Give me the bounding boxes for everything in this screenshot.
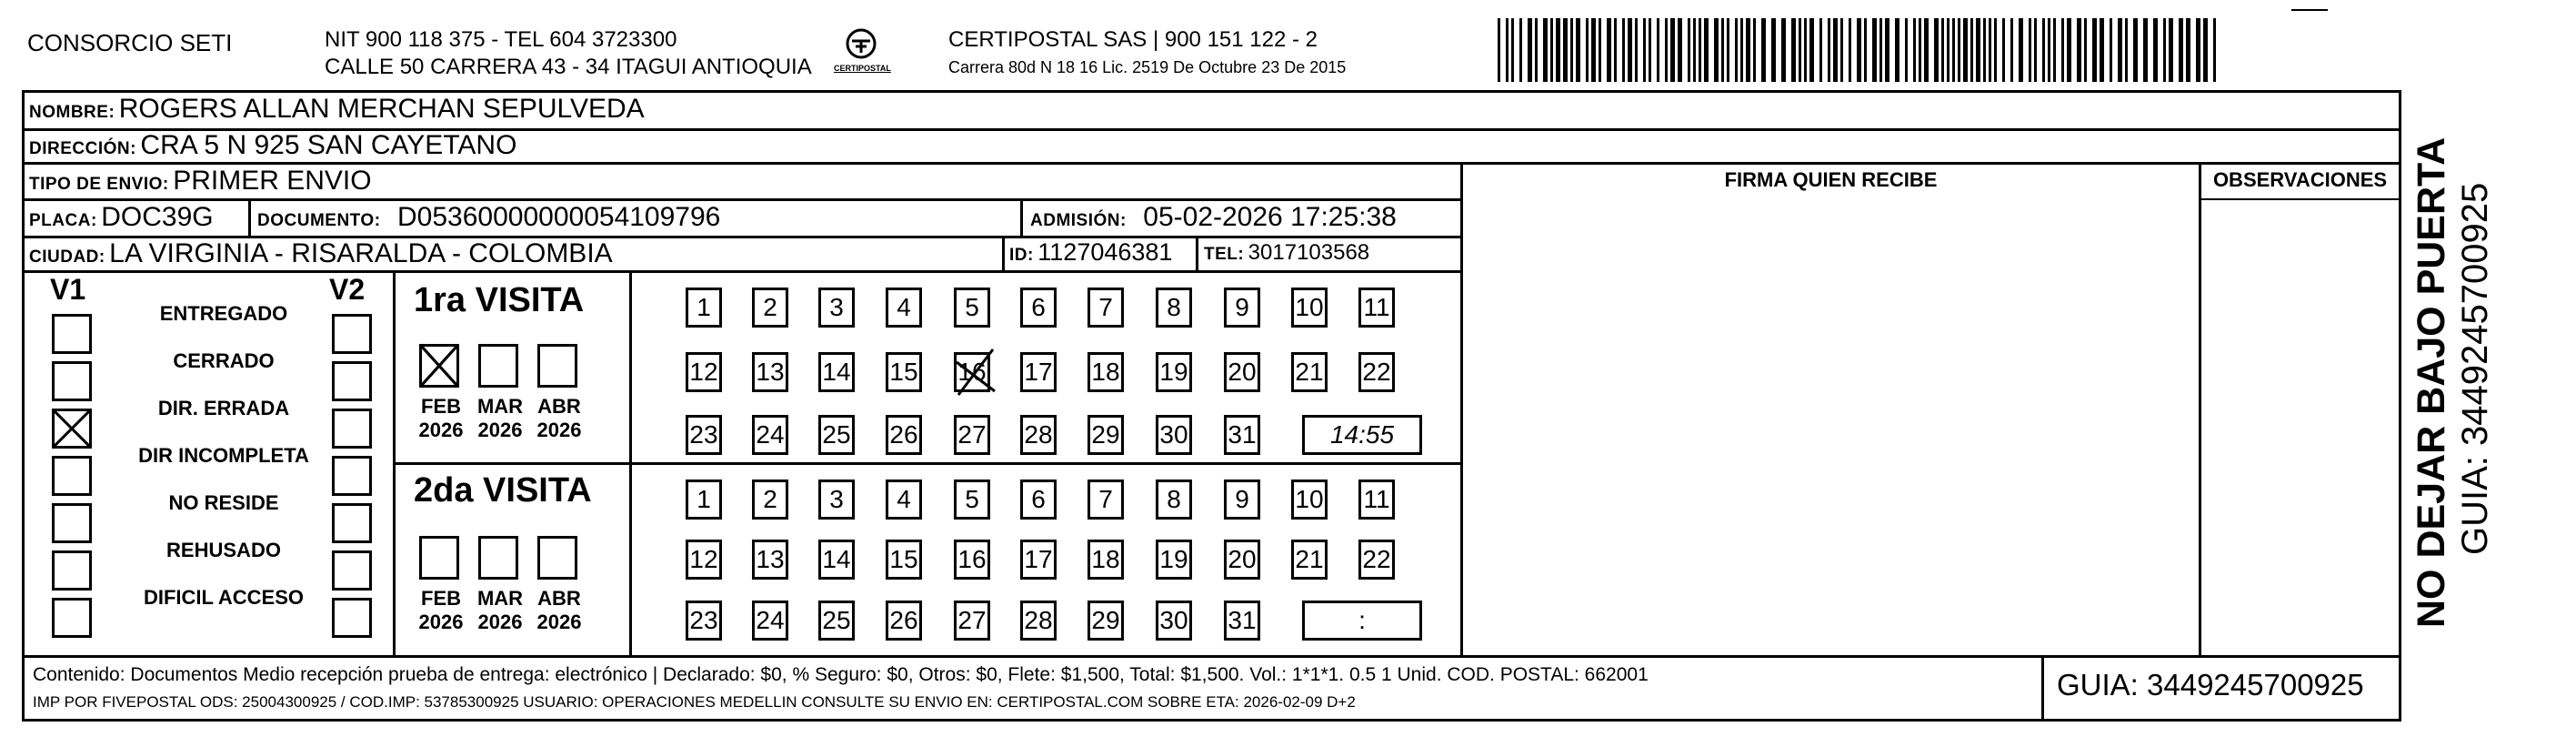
barcode-bar [1498, 18, 1500, 82]
visit1-day[interactable]: 25 [818, 415, 855, 455]
barcode-bar [2061, 18, 2064, 82]
visit2-day[interactable]: 26 [886, 601, 922, 641]
day-cross-mark [953, 346, 998, 399]
id-label: ID: [1009, 246, 1034, 265]
barcode-bar [1576, 18, 1580, 82]
visit2-day[interactable]: 16 [954, 540, 990, 580]
placa-row [29, 202, 214, 233]
nombre-label: NOMBRE: [29, 103, 115, 122]
barcode-bar [1989, 18, 1991, 82]
status-label: REHUSADO [166, 539, 281, 561]
v1-checkbox[interactable] [52, 361, 92, 401]
ciudad-label: CIUDAD: [29, 247, 105, 267]
barcode-bar [1628, 18, 1632, 82]
frame-bottom [22, 719, 2401, 722]
row-line-5 [22, 270, 1463, 273]
barcode-bar [2048, 18, 2050, 82]
barcode-bar [1657, 18, 1659, 82]
top-right-dash [2291, 9, 2328, 11]
barcode-bar [1614, 18, 1617, 82]
barcode-bar [1688, 18, 1690, 82]
guia-footer: GUIA: 3449245700925 [2057, 668, 2364, 702]
visit1-day[interactable]: 5 [954, 288, 990, 328]
v1-checkbox[interactable] [52, 456, 92, 496]
barcode-bar [2029, 18, 2031, 82]
barcode-bar [1895, 18, 1899, 82]
v1-checkbox[interactable] [52, 550, 92, 591]
barcode-bar [2067, 18, 2071, 82]
visit2-title: 2da VISITA [414, 471, 592, 510]
barcode-bar [1905, 18, 1908, 82]
nit-line: NIT 900 118 375 - TEL 604 3723300 [325, 27, 677, 52]
placa-divider [248, 198, 251, 236]
barcode-bar [1963, 18, 1968, 82]
visit2-day[interactable]: 2 [752, 480, 788, 520]
barcode-bar [1586, 18, 1589, 82]
company-name: CONSORCIO SETI [27, 29, 233, 56]
barcode-bar [1643, 18, 1646, 82]
visit1-month-label: FEB [421, 395, 461, 418]
visit2-day[interactable]: 13 [752, 540, 788, 580]
barcode-bar [1833, 18, 1838, 82]
barcode-bar [1849, 18, 1851, 82]
visit1-day[interactable]: 2 [752, 288, 788, 328]
visit2-day[interactable]: 22 [1358, 540, 1395, 580]
visit2-day[interactable]: 31 [1224, 601, 1260, 641]
barcode-bar [1864, 18, 1867, 82]
direccion-label: DIRECCIÓN: [29, 139, 136, 158]
visit2-day[interactable]: 19 [1156, 540, 1192, 580]
barcode-bar [1781, 18, 1786, 82]
visit1-month-label: ABR [537, 395, 581, 418]
barcode-bar [1519, 18, 1522, 82]
visit2-day[interactable]: 27 [954, 601, 990, 641]
visit1-day[interactable]: 11 [1358, 288, 1395, 328]
barcode-bar [1506, 18, 1509, 82]
barcode [1498, 18, 2225, 82]
barcode-bar [1693, 18, 1696, 82]
barcode-bar [1819, 18, 1822, 82]
barcode-bar [1607, 18, 1611, 82]
visit1-day[interactable]: 22 [1358, 352, 1395, 392]
visit2-day[interactable]: 7 [1088, 480, 1124, 520]
tipo-label: TIPO DE ENVIO: [29, 175, 169, 194]
visit1-month-year: 2026 [477, 419, 523, 441]
visit2-day[interactable]: 24 [752, 601, 788, 641]
barcode-bar [2153, 18, 2158, 82]
v2-checkbox[interactable] [332, 456, 372, 496]
barcode-bar [2186, 18, 2190, 82]
barcode-bar [2084, 18, 2087, 82]
v2-checkbox[interactable] [332, 550, 372, 591]
status-divider [393, 270, 396, 655]
visit2-day[interactable]: 11 [1358, 480, 1395, 520]
visit2-day[interactable]: 28 [1020, 601, 1057, 641]
cross-mark-icon [953, 346, 998, 399]
visit1-month-checkbox[interactable] [419, 344, 459, 388]
tipo-row [29, 166, 372, 197]
logo-text: CERTIPOSTAL [834, 64, 891, 73]
status-label: DIFICIL ACCESO [143, 586, 304, 609]
certipostal-logo [834, 25, 891, 76]
visit1-day[interactable]: 30 [1156, 415, 1192, 455]
visit1-day[interactable]: 3 [818, 288, 855, 328]
no-dejar-warning: NO DEJAR BAJO PUERTA [2410, 136, 2453, 628]
guia-side: GUIA: 3449245700925 [2455, 182, 2495, 555]
visit2-day[interactable]: 18 [1088, 540, 1124, 580]
barcode-bar [2163, 18, 2166, 82]
visit2-day[interactable]: 6 [1020, 480, 1057, 520]
visit1-day[interactable]: 19 [1156, 352, 1192, 392]
observaciones-header: OBSERVACIONES [2212, 168, 2388, 191]
barcode-bar [1543, 18, 1548, 82]
x-mark-icon [55, 411, 89, 446]
status-label: DIR INCOMPLETA [138, 444, 309, 467]
nombre-row [29, 94, 645, 125]
v2-label: V2 [329, 273, 366, 306]
placa-label: PLACA: [29, 211, 97, 230]
barcode-bar [1535, 18, 1538, 82]
visit2-month-label: MAR [476, 587, 524, 610]
visit2-day[interactable]: 4 [886, 480, 922, 520]
barcode-bar [2010, 18, 2013, 82]
tel-value: 3017103568 [1248, 240, 1370, 265]
placa-value: DOC39G [101, 202, 214, 232]
row-line-2 [22, 162, 2401, 165]
v2-checkbox[interactable] [332, 503, 372, 543]
visit1-month-checkbox[interactable] [537, 344, 577, 388]
visit1-day[interactable]: 9 [1224, 288, 1260, 328]
barcode-bar [2125, 18, 2128, 82]
frame-left [22, 90, 25, 722]
visit2-month-label: ABR [537, 587, 581, 610]
barcode-bar [1994, 18, 1997, 82]
ciudad-value: LA VIRGINIA - RISARALDA - COLOMBIA [109, 238, 613, 268]
status-label: NO RESIDE [168, 491, 279, 514]
visit1-day[interactable]: 20 [1224, 352, 1260, 392]
barcode-bar [1983, 18, 1986, 82]
barcode-bar [1556, 18, 1560, 82]
barcode-bar [1591, 18, 1596, 82]
barcode-bar [2133, 18, 2138, 82]
visit1-day[interactable]: 18 [1088, 352, 1124, 392]
visit1-title: 1ra VISITA [414, 281, 585, 319]
visit1-month-checkbox[interactable] [478, 344, 518, 388]
visit2-month-year: 2026 [418, 611, 464, 633]
barcode-bar [1649, 18, 1651, 82]
visit2-day[interactable]: 5 [954, 480, 990, 520]
visit1-time-box[interactable]: 14:55 [1302, 415, 1422, 455]
visit1-day[interactable]: 21 [1291, 352, 1328, 392]
visit1-day[interactable]: 27 [954, 415, 990, 455]
months-divider [629, 270, 632, 655]
obs-left-line [2199, 162, 2201, 655]
documento-value: D05360000000054109796 [397, 202, 721, 232]
barcode-bar [1622, 18, 1625, 82]
barcode-bar [1913, 18, 1916, 82]
barcode-bar [2213, 18, 2216, 82]
tel-divider [1196, 236, 1198, 270]
barcode-bar [1885, 18, 1889, 82]
barcode-bar [1511, 18, 1514, 82]
barcode-bar [1857, 18, 1861, 82]
row-line-6 [2200, 198, 2401, 200]
firma-left-line [1460, 162, 1463, 655]
footer-line [22, 655, 2401, 658]
id-row [1009, 238, 1172, 267]
barcode-bar [1976, 18, 1980, 82]
firma-header: FIRMA QUIEN RECIBE [1724, 168, 1938, 191]
barcode-bar [2002, 18, 2005, 82]
visit1-month-year: 2026 [418, 419, 464, 441]
visit2-time-box[interactable]: : [1302, 601, 1422, 641]
v1-checkbox[interactable] [52, 409, 92, 449]
barcode-bar [2053, 18, 2056, 82]
visit1-month-label: MAR [476, 395, 524, 418]
status-label: CERRADO [173, 349, 275, 372]
visit2-day[interactable]: 8 [1156, 480, 1192, 520]
visit2-day[interactable]: 30 [1156, 601, 1192, 641]
visit1-day[interactable]: 12 [686, 352, 722, 392]
frame-top [22, 90, 2401, 93]
barcode-bar [1941, 18, 1944, 82]
barcode-bar [1791, 18, 1796, 82]
barcode-bar [2034, 18, 2037, 82]
documento-row [257, 202, 720, 233]
barcode-bar [1804, 18, 1807, 82]
visit1-day[interactable]: 24 [752, 415, 788, 455]
barcode-bar [2100, 18, 2104, 82]
visit2-day[interactable]: 12 [686, 540, 722, 580]
admision-divider [1020, 198, 1023, 236]
barcode-bar [2019, 18, 2023, 82]
barcode-bar [2179, 18, 2183, 82]
visit1-day[interactable]: 14 [818, 352, 855, 392]
visit2-day[interactable]: 9 [1224, 480, 1260, 520]
barcode-bar [2196, 18, 2200, 82]
documento-label: DOCUMENTO: [257, 211, 381, 230]
visit2-day[interactable]: 17 [1020, 540, 1057, 580]
visit2-month-label: FEB [421, 587, 461, 610]
visit2-month-checkbox[interactable] [478, 536, 518, 580]
visit1-day[interactable]: 26 [886, 415, 922, 455]
visit2-day[interactable]: 15 [886, 540, 922, 580]
barcode-bar [1599, 18, 1601, 82]
x-mark-icon [422, 347, 456, 385]
certipostal-line: CERTIPOSTAL SAS | 900 151 122 - 2 [948, 27, 1318, 52]
admision-value: 05-02-2026 17:25:38 [1143, 202, 1397, 232]
visit2-day[interactable]: 1 [686, 480, 722, 520]
barcode-bar [1735, 18, 1738, 82]
row-line-3 [22, 198, 1463, 201]
v1-label: V1 [50, 273, 86, 306]
barcode-bar [2110, 18, 2112, 82]
visit2-month-year: 2026 [536, 611, 582, 633]
barcode-bar [1919, 18, 1921, 82]
barcode-bar [1550, 18, 1553, 82]
visit1-day[interactable]: 15 [886, 352, 922, 392]
barcode-bar [1952, 18, 1955, 82]
barcode-bar [1740, 18, 1743, 82]
frame-right [2399, 90, 2401, 722]
imp-text: IMP POR FIVEPOSTAL ODS: 25004300925 / COD.IMP: 53785300925 USUARIO: OPERACIONES MEDELLIN CONSULTE SU ENVIO EN: CERTIPOSTAL.COM SOBRE ETA: 2026-02-09 D+2 [33, 693, 1356, 711]
admision-label: ADMISIÓN: [1030, 211, 1127, 230]
barcode-bar [1699, 18, 1701, 82]
visit1-month-year: 2026 [536, 419, 582, 441]
barcode-bar [1924, 18, 1929, 82]
nombre-value: ROGERS ALLAN MERCHAN SEPULVEDA [118, 94, 645, 124]
barcode-bar [1879, 18, 1882, 82]
barcode-bar [1635, 18, 1638, 82]
admision-row [1030, 202, 1397, 233]
barcode-bar [1970, 18, 1973, 82]
visit1-day[interactable]: 17 [1020, 352, 1057, 392]
id-divider [1002, 236, 1005, 270]
visit2-month-checkbox[interactable] [537, 536, 577, 580]
barcode-bar [1678, 18, 1682, 82]
tel-label: TEL: [1204, 245, 1245, 264]
barcode-bar [1570, 18, 1573, 82]
barcode-bar [1934, 18, 1939, 82]
visit1-day[interactable]: 16 [954, 352, 990, 392]
visit2-month-year: 2026 [477, 611, 523, 633]
status-label: DIR. ERRADA [157, 397, 290, 419]
tipo-value: PRIMER ENVIO [173, 166, 372, 196]
visit2-day[interactable]: 10 [1291, 480, 1328, 520]
v1-checkbox[interactable] [52, 598, 92, 638]
visit1-day[interactable]: 29 [1088, 415, 1124, 455]
barcode-bar [1828, 18, 1830, 82]
visit2-day[interactable]: 29 [1088, 601, 1124, 641]
barcode-bar [1746, 18, 1750, 82]
barcode-image [1498, 18, 2225, 82]
visit2-day[interactable]: 20 [1224, 540, 1260, 580]
barcode-bar [1761, 18, 1766, 82]
barcode-bar [1872, 18, 1877, 82]
barcode-bar [2169, 18, 2173, 82]
visit1-day[interactable]: 23 [686, 415, 722, 455]
barcode-bar [1809, 18, 1814, 82]
visit1-day[interactable]: 31 [1224, 415, 1260, 455]
barcode-bar [1771, 18, 1776, 82]
barcode-bar [1753, 18, 1756, 82]
barcode-bar [2118, 18, 2122, 82]
v1-checkbox[interactable] [52, 314, 92, 354]
visit1-day[interactable]: 4 [886, 288, 922, 328]
tel-row [1204, 240, 1369, 266]
barcode-bar [2042, 18, 2045, 82]
barcode-bar [1714, 18, 1719, 82]
direccion-value: CRA 5 N 925 SAN CAYETANO [140, 130, 517, 160]
visit1-day[interactable]: 10 [1291, 288, 1328, 328]
visit1-day[interactable]: 6 [1020, 288, 1057, 328]
v2-checkbox[interactable] [332, 361, 372, 401]
visit2-day[interactable]: 25 [818, 601, 855, 641]
visit2-month-checkbox[interactable] [419, 536, 459, 580]
barcode-bar [1528, 18, 1532, 82]
barcode-bar [1840, 18, 1843, 82]
contenido-text: Contenido: Documentos Medio recepción prueba de entrega: electrónico | Declarado: $0, % Seguro: $0, Otros: $0, Flete: $1,500, Total: $1,500. Vol.: 1*1*1. 0.5 1 Unid. COD. POSTAL: 662001 [33, 664, 1649, 685]
barcode-bar [1563, 18, 1568, 82]
barcode-bar [1721, 18, 1724, 82]
visit-divider [393, 462, 1463, 465]
barcode-bar [1727, 18, 1729, 82]
ciudad-row [29, 238, 613, 269]
address-line: CALLE 50 CARRERA 43 - 34 ITAGUI ANTIOQUIA [325, 55, 812, 79]
barcode-bar [2092, 18, 2097, 82]
visit1-day[interactable]: 7 [1088, 288, 1124, 328]
barcode-bar [2143, 18, 2148, 82]
guia-footer-divider [2041, 655, 2044, 719]
v2-checkbox[interactable] [332, 314, 372, 354]
barcode-bar [1665, 18, 1668, 82]
license-line: Carrera 80d N 18 16 Lic. 2519 De Octubre 23 De 2015 [948, 58, 1347, 76]
visit2-day[interactable]: 21 [1291, 540, 1328, 580]
barcode-bar [1947, 18, 1950, 82]
barcode-bar [1704, 18, 1709, 82]
visit1-day[interactable]: 13 [752, 352, 788, 392]
visit1-day[interactable]: 8 [1156, 288, 1192, 328]
v2-checkbox[interactable] [332, 409, 372, 449]
v2-checkbox[interactable] [332, 598, 372, 638]
direccion-row [29, 130, 516, 161]
barcode-bar [1799, 18, 1801, 82]
v1-checkbox[interactable] [52, 503, 92, 543]
barcode-bar [2077, 18, 2081, 82]
visit1-day[interactable]: 28 [1020, 415, 1057, 455]
status-label: ENTREGADO [159, 302, 288, 325]
visit2-day[interactable]: 14 [818, 540, 855, 580]
barcode-bar [1670, 18, 1675, 82]
barcode-bar [2203, 18, 2208, 82]
id-value: 1127046381 [1037, 238, 1173, 266]
visit2-day[interactable]: 3 [818, 480, 855, 520]
visit1-day[interactable]: 1 [686, 288, 722, 328]
visit2-day[interactable]: 23 [686, 601, 722, 641]
barcode-bar [1958, 18, 1960, 82]
